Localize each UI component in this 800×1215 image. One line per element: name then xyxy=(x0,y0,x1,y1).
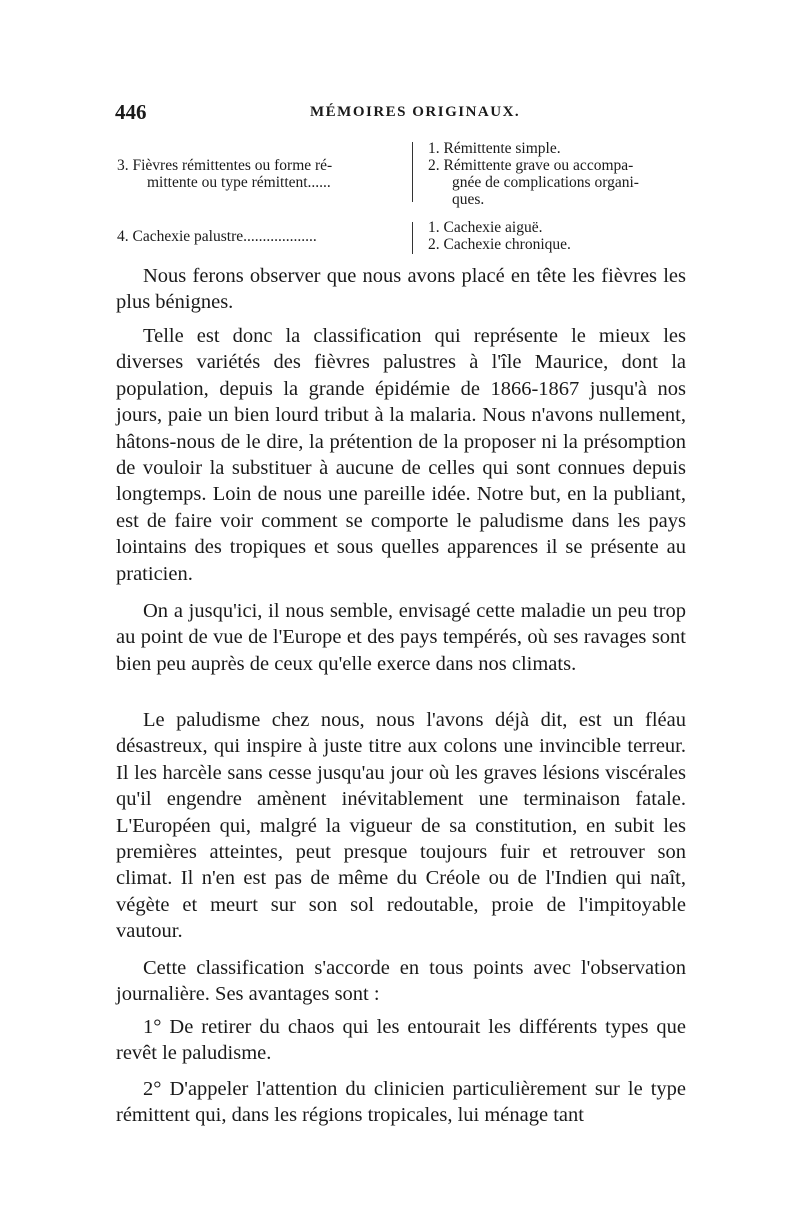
running-head: MÉMOIRES ORIGINAUX. xyxy=(310,104,521,120)
page-header xyxy=(115,100,687,130)
sub-item: 1. Rémittente simple. xyxy=(428,140,561,157)
brace xyxy=(412,142,413,202)
sub-item: ques. xyxy=(452,191,485,208)
paragraph: Le paludisme chez nous, nous l'avons déjà dit, est un fléau désastreux, qui inspire à juste titre aux colons une invincible terreur. Il les harcèle sans cesse jusqu'au jour où les graves lésions viscérales qu'il engendre amènent inévitablement une terminaison fatale. L'Européen qui, malgré la vigueur de sa constitution, en subit les premières atteintes, peut presque toujours fuir et retrouver son climat. Il n'en est pas de même du Créole ou de l'Indien qui naît, végète et meurt sur son sol redoutable, proie de l'impitoyable vautour. xyxy=(116,709,686,943)
sub-item: 1. Cachexie aiguë. xyxy=(428,219,543,236)
paragraph: Cette classification s'accorde en tous points avec l'observation journalière. Ses avantages sont : xyxy=(116,957,686,1006)
page-number: 446 xyxy=(115,100,147,124)
classification-label-line: 3. Fièvres rémittentes ou forme ré- xyxy=(117,157,333,174)
classification-label xyxy=(117,157,417,191)
sub-item: 2. Cachexie chronique. xyxy=(428,236,571,253)
classification-label xyxy=(117,228,417,245)
classification-subitems xyxy=(428,219,693,253)
classification-label-line: 4. Cachexie palustre................... xyxy=(117,228,317,245)
sub-item: 2. Rémittente grave ou accompa- xyxy=(428,157,634,174)
paragraph: Telle est donc la classification qui représente le mieux les diverses variétés des fièvres palustres à l'île Maurice, dont la population, depuis la grande épidémie de 1866-1867 jusqu'à nos jours, paie un bien lourd tribut à la malaria. Nous n'avons nullement, hâtons-nous de le dire, la prétention de la proposer ni la présomption de vouloir la substituer à aucune de celles qui sont connues depuis longtemps. Loin de nous une pareille idée. Notre but, en la publiant, est de faire voir comment se comporte le paludisme dans les pays lointains des tropiques et sous quelles apparences il se présente au praticien. xyxy=(116,325,686,585)
sub-item: gnée de complications organi- xyxy=(452,174,639,191)
brace xyxy=(412,222,413,254)
classification-label-line: mittente ou type rémittent...... xyxy=(147,174,331,191)
paragraph: Nous ferons observer que nous avons placé en tête les fièvres les plus bénignes. xyxy=(116,265,686,314)
paragraph: On a jusqu'ici, il nous semble, envisagé cette maladie un peu trop au point de vue de l'Europe et des pays tempérés, où ses ravages sont bien peu auprès de ceux qu'elle exerce dans nos climats. xyxy=(116,600,686,675)
paragraph: 2° D'appeler l'attention du clinicien particulièrement sur le type rémittent qui, dans les régions tropicales, lui ménage tant xyxy=(116,1078,686,1127)
classification-subitems xyxy=(428,140,693,208)
paragraph: 1° De retirer du chaos qui les entourait les différents types que revêt le paludisme. xyxy=(116,1016,686,1065)
